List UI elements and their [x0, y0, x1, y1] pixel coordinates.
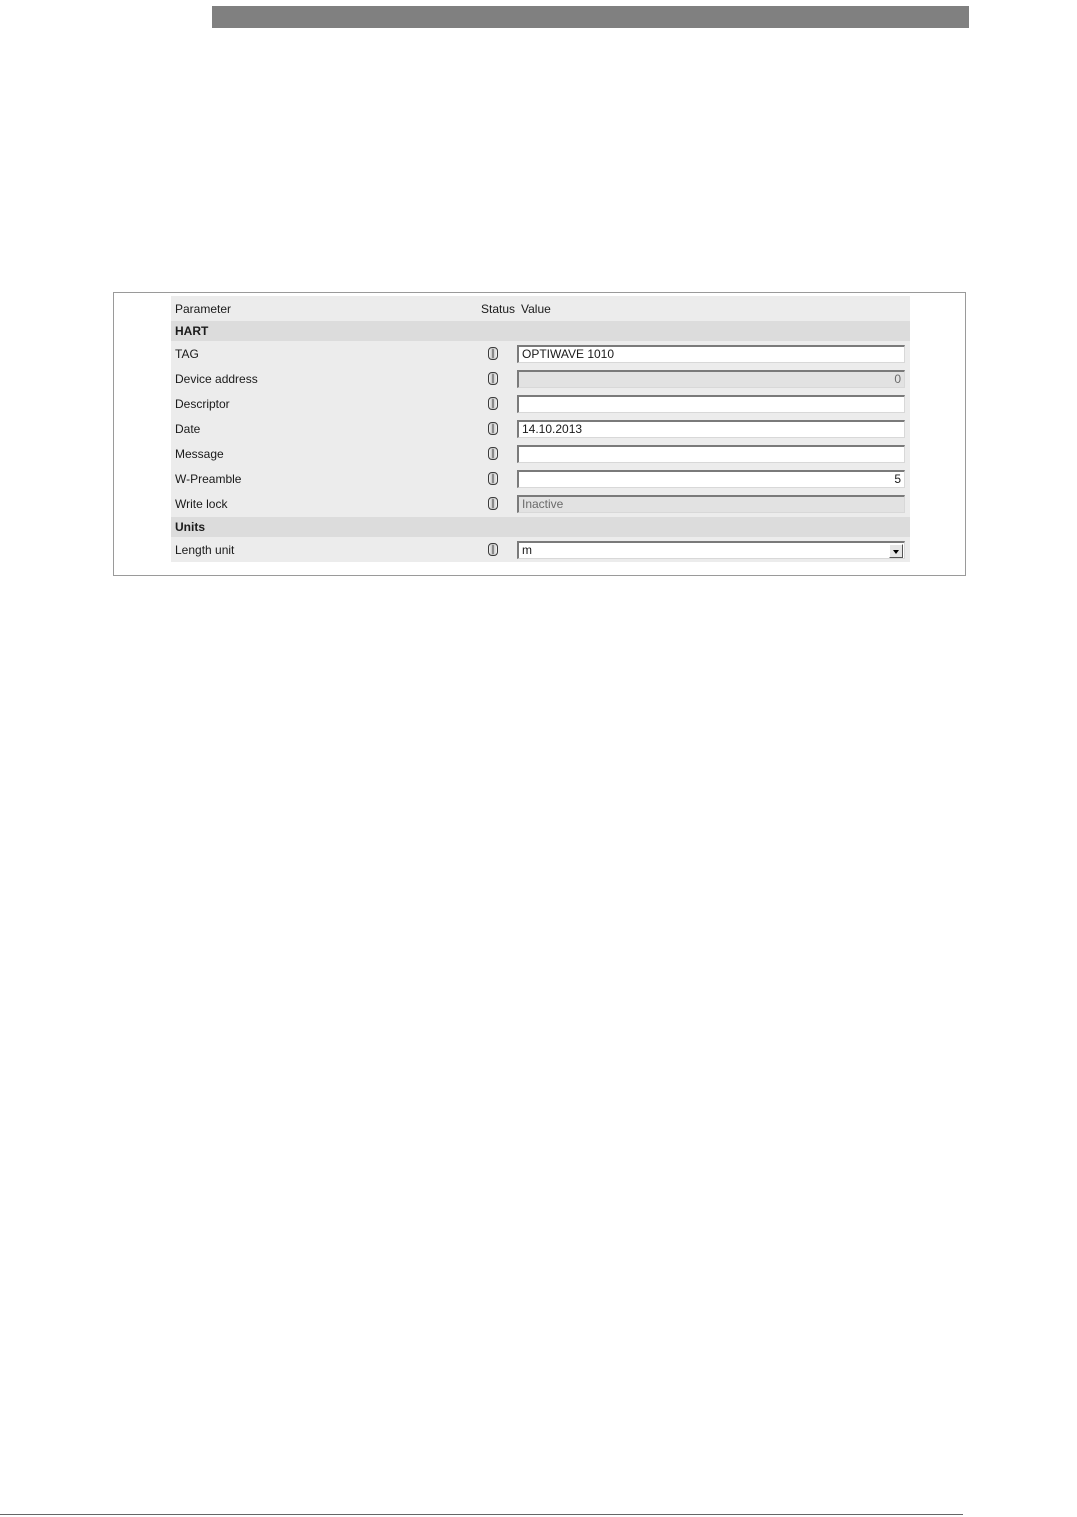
- tag-input[interactable]: OPTIWAVE 1010: [517, 345, 905, 363]
- length-unit-selected-value: m: [522, 543, 532, 557]
- database-status-icon: [488, 472, 498, 485]
- table-row-length-unit: [171, 537, 910, 562]
- column-header-status: Status: [481, 301, 516, 316]
- page-header-bar: [212, 6, 969, 28]
- message-input[interactable]: [517, 445, 905, 463]
- section-title: HART: [175, 324, 209, 338]
- row-label: TAG: [175, 346, 199, 361]
- table-row-device-address: [171, 366, 910, 391]
- descriptor-input[interactable]: [517, 395, 905, 413]
- table-row-w-preamble: [171, 466, 910, 491]
- table-row-tag: [171, 341, 910, 366]
- w-preamble-input[interactable]: 5: [517, 470, 905, 488]
- length-unit-select[interactable]: [517, 541, 905, 559]
- row-label: W-Preamble: [175, 471, 242, 486]
- parameter-table: [171, 296, 910, 562]
- table-header-row: [171, 296, 910, 321]
- section-units: [171, 517, 910, 537]
- footer-divider: [0, 1514, 963, 1515]
- database-status-icon: [488, 497, 498, 510]
- chevron-down-icon[interactable]: [889, 544, 903, 558]
- table-row-message: [171, 441, 910, 466]
- parameter-panel: [113, 292, 966, 576]
- row-label: Write lock: [175, 496, 228, 511]
- table-row-date: [171, 416, 910, 441]
- row-label: Descriptor: [175, 396, 230, 411]
- write-lock-field: Inactive: [517, 495, 905, 513]
- row-label: Message: [175, 446, 224, 461]
- table-row-descriptor: [171, 391, 910, 416]
- database-status-icon: [488, 397, 498, 410]
- database-status-icon: [488, 347, 498, 360]
- row-label: Length unit: [175, 542, 235, 557]
- column-header-value: Value: [521, 301, 551, 316]
- database-status-icon: [488, 422, 498, 435]
- database-status-icon: [488, 447, 498, 460]
- database-status-icon: [488, 543, 498, 556]
- date-input[interactable]: 14.10.2013: [517, 420, 905, 438]
- column-header-parameter: Parameter: [175, 301, 232, 316]
- section-title: Units: [175, 520, 205, 534]
- section-hart: [171, 321, 910, 341]
- database-status-icon: [488, 372, 498, 385]
- table-row-write-lock: [171, 491, 910, 516]
- row-label: Date: [175, 421, 201, 436]
- device-address-field: 0: [517, 370, 905, 388]
- row-label: Device address: [175, 371, 258, 386]
